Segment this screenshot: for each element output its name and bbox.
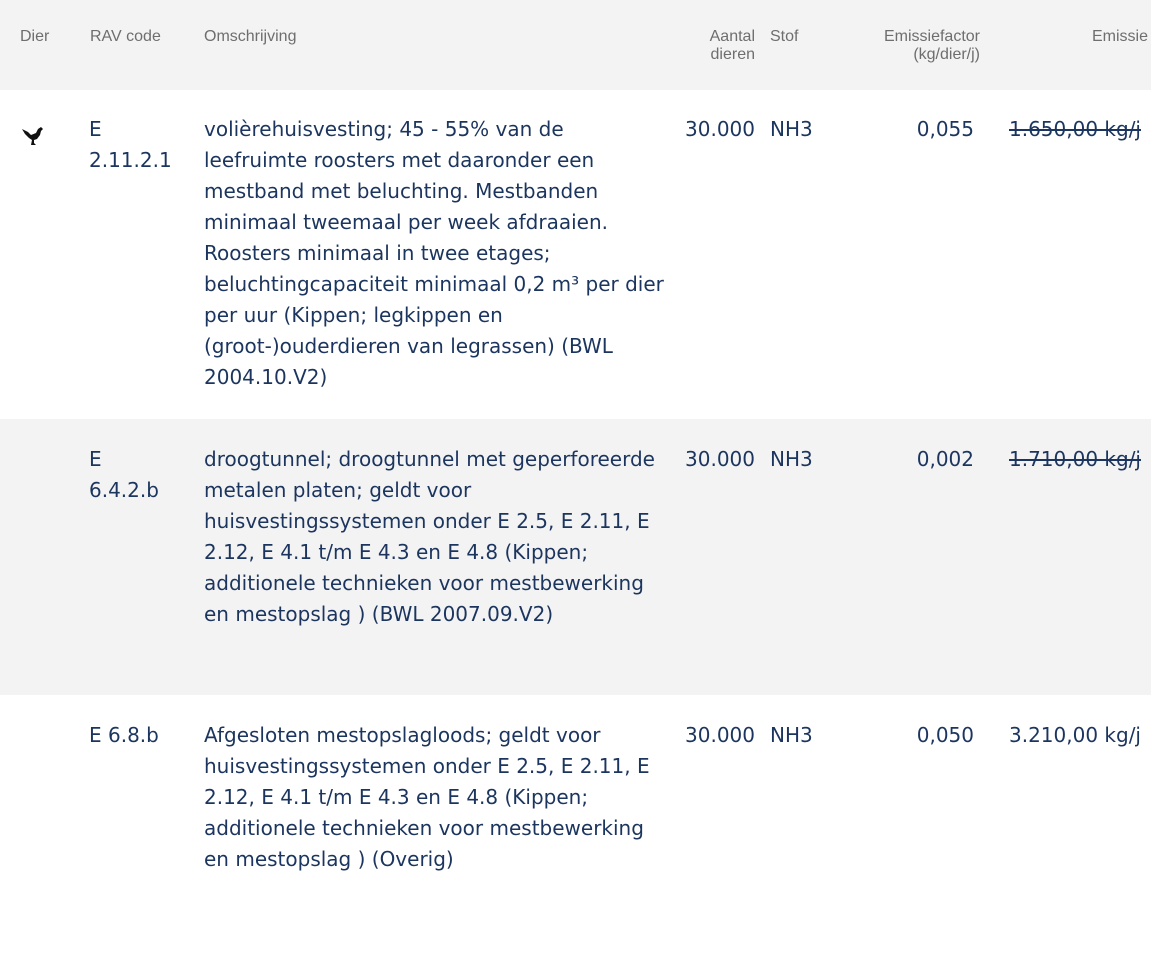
header-factor-line1: Emissiefactor [883, 28, 980, 45]
table-row [0, 90, 1151, 419]
rav-code [89, 114, 189, 176]
header-stof: Stof [770, 28, 799, 45]
omschrijving-text: Afgesloten mestopslagloods; geldt voor huisvestingssystemen onder E 2.5, E 2.11, E 2.12, E 4.1 t/m E 4.3 en E 4.8 (Kippen; additionele technieken voor mestbewerking en mestopslag ) (Overig) [204, 723, 650, 871]
rav-code-line1: E [89, 447, 102, 471]
table-header [0, 0, 1151, 90]
rav-code [89, 444, 189, 506]
rav-code-line1: E [89, 117, 102, 141]
aantal-dieren-value: 30.000 [685, 117, 755, 141]
emissie-value: 1.710,00 kg/j [1009, 447, 1141, 471]
omschrijving-text: droogtunnel; droogtunnel met geperforeerde metalen platen; geldt voor huisvestingssystemen onder E 2.5, E 2.11, E 2.12, E 4.1 t/m E 4.3 en E 4.8 (Kippen; additionele technieken voor mestbewerking en mestopslag ) (BWL 2007.09.V2) [204, 447, 655, 626]
header-aantal-line1: Aantal [709, 28, 755, 45]
stof-value: NH3 [770, 447, 813, 471]
table-row [0, 419, 1151, 695]
aantal-dieren-value: 30.000 [685, 447, 755, 471]
omschrijving-text: volièrehuisvesting; 45 - 55% van de leefruimte roosters met daaronder een mestband met beluchting. Mestbanden minimaal tweemaal per week afdraaien. Roosters minimaal in twee etages; beluchtingcapaciteit minimaal 0,2 m³ per dier per uur (Kippen; legkippen en (groot-)ouderdieren van legrassen) (BWL 2004.10.V2) [204, 117, 664, 389]
rav-code-line2: 6.4.2.b [89, 478, 159, 502]
header-dier: Dier [20, 28, 50, 45]
header-rav-code: RAV code [90, 28, 161, 45]
header-emissiefactor [884, 28, 980, 64]
emissiefactor-value: 0,055 [916, 117, 974, 141]
emissiefactor-value: 0,050 [916, 723, 974, 747]
emissiefactor-value: 0,002 [916, 447, 974, 471]
header-aantal-line2: dieren [710, 46, 755, 63]
header-emissie: Emissie [1091, 28, 1148, 45]
header-omschrijving: Omschrijving [204, 28, 297, 45]
rav-code-line1: E 6.8.b [89, 723, 159, 747]
emissie-value: 3.210,00 kg/j [1009, 723, 1141, 747]
chicken-icon [21, 124, 45, 144]
stof-value: NH3 [770, 117, 813, 141]
header-factor-line2: (kg/dier/j) [913, 46, 980, 63]
rav-code-line2: 2.11.2.1 [89, 148, 172, 172]
emissie-value: 1.650,00 kg/j [1009, 117, 1141, 141]
table-row [0, 695, 1151, 960]
aantal-dieren-value: 30.000 [685, 723, 755, 747]
header-aantal-dieren [710, 28, 755, 64]
stof-value: NH3 [770, 723, 813, 747]
rav-code [89, 720, 189, 751]
